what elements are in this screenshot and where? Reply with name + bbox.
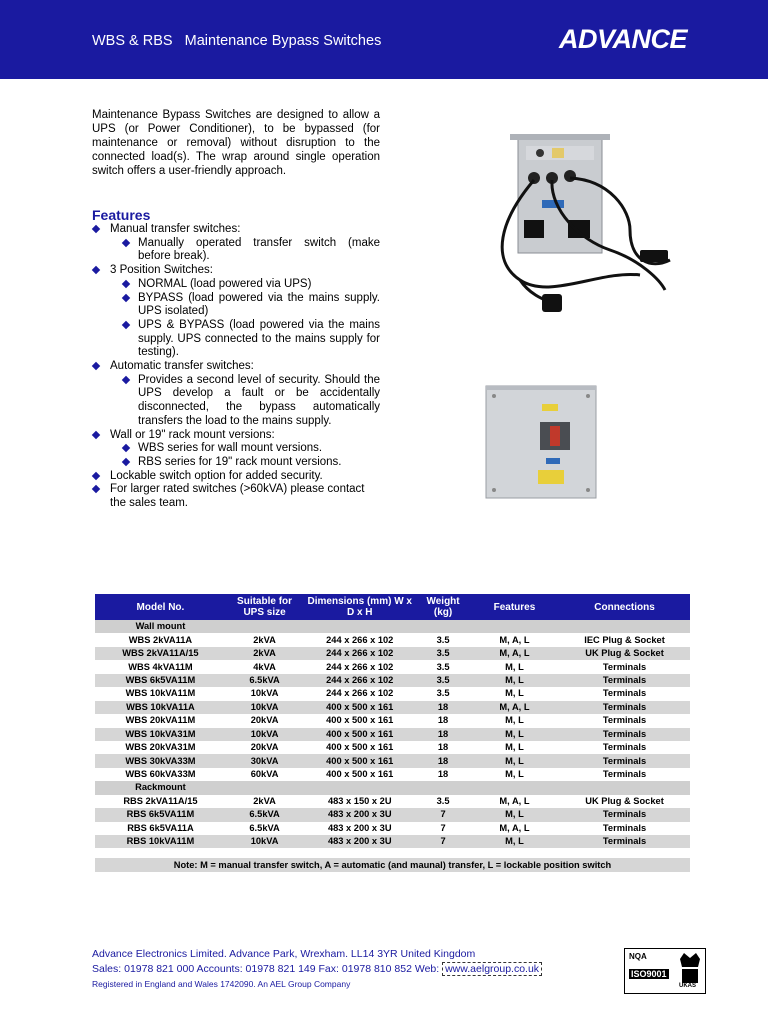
- feature-subitem: [120, 278, 380, 292]
- table-row: [95, 633, 690, 646]
- table-cell: 18: [416, 728, 470, 741]
- table-cell: 20kVA: [226, 741, 303, 754]
- feature-sublist: [120, 237, 380, 264]
- table-row: [95, 754, 690, 767]
- table-row: [95, 674, 690, 687]
- table-cell: 20kVA: [226, 714, 303, 727]
- diamond-bullet-icon: [122, 321, 130, 329]
- table-cell: Terminals: [559, 741, 690, 754]
- table-cell: 60kVA: [226, 768, 303, 781]
- features-list: [92, 223, 380, 511]
- feature-item: [92, 470, 380, 484]
- table-cell: 10kVA: [226, 701, 303, 714]
- feature-subitem: [120, 237, 380, 264]
- feature-item: [92, 264, 380, 360]
- table-cell: 7: [416, 808, 470, 821]
- table-cell: 6.5kVA: [226, 674, 303, 687]
- table-cell: 2kVA: [226, 795, 303, 808]
- feature-subtext: RBS series for 19" rack mount versions.: [138, 455, 342, 468]
- table-cell: Terminals: [559, 714, 690, 727]
- group-label: Rackmount: [95, 781, 226, 794]
- iso-certification-logo: [624, 948, 706, 994]
- table-cell: 244 x 266 x 102: [303, 633, 416, 646]
- feature-subitem: [120, 456, 380, 470]
- table-cell: 400 x 500 x 161: [303, 728, 416, 741]
- feature-subtext: NORMAL (load powered via UPS): [138, 277, 312, 290]
- diamond-bullet-icon: [122, 293, 130, 301]
- table-cell: M, L: [470, 687, 559, 700]
- table-cell: 18: [416, 701, 470, 714]
- group-empty-cell: [416, 781, 470, 794]
- feature-subtext: BYPASS (load powered via the mains supply. UPS isolated): [138, 291, 380, 318]
- table-cell: RBS 2kVA11A/15: [95, 795, 226, 808]
- table-cell: 18: [416, 768, 470, 781]
- feature-text: 3 Position Switches:: [110, 264, 213, 277]
- group-row: [95, 620, 690, 633]
- feature-subitem: [120, 442, 380, 456]
- table-cell: Terminals: [559, 728, 690, 741]
- table-cell: 6.5kVA: [226, 808, 303, 821]
- table-cell: 400 x 500 x 161: [303, 714, 416, 727]
- feature-item: [92, 360, 380, 429]
- table-row: [95, 687, 690, 700]
- table-cell: 18: [416, 754, 470, 767]
- table-cell: M, A, L: [470, 822, 559, 835]
- table-cell: WBS 2kVA11A/15: [95, 647, 226, 660]
- table-cell: Terminals: [559, 768, 690, 781]
- group-empty-cell: [303, 620, 416, 633]
- table-cell: M, L: [470, 835, 559, 848]
- diamond-bullet-icon: [92, 225, 100, 233]
- iso9001-mark: ISO9001: [631, 969, 667, 979]
- feature-item: [92, 483, 380, 510]
- table-cell: UK Plug & Socket: [559, 647, 690, 660]
- nqa-mark: NQA: [629, 952, 647, 961]
- feature-subtext: Manually operated transfer switch (make before break).: [138, 236, 380, 263]
- website-link[interactable]: www.aelgroup.co.uk: [442, 962, 542, 976]
- table-cell: 483 x 200 x 3U: [303, 835, 416, 848]
- table-header-row: [95, 594, 690, 620]
- table-cell: M, L: [470, 728, 559, 741]
- feature-subitem: [120, 292, 380, 319]
- wbs-small-switch-photo: [490, 120, 680, 320]
- group-empty-cell: [470, 781, 559, 794]
- table-cell: Terminals: [559, 674, 690, 687]
- feature-sublist: [120, 442, 380, 469]
- group-label: Wall mount: [95, 620, 226, 633]
- table-cell: WBS 6k5VA11M: [95, 674, 226, 687]
- table-cell: 2kVA: [226, 633, 303, 646]
- feature-text: Automatic transfer switches:: [110, 360, 254, 373]
- table-body: [95, 620, 690, 872]
- table-cell: 400 x 500 x 161: [303, 754, 416, 767]
- table-cell: WBS 60kVA33M: [95, 768, 226, 781]
- company-address: Advance Electronics Limited. Advance Park, Wrexham. LL14 3YR United Kingdom: [92, 948, 476, 960]
- table-cell: UK Plug & Socket: [559, 795, 690, 808]
- group-empty-cell: [226, 781, 303, 794]
- feature-subtext: WBS series for wall mount versions.: [138, 442, 323, 455]
- table-cell: 7: [416, 822, 470, 835]
- table-cell: M, A, L: [470, 633, 559, 646]
- table-row: [95, 701, 690, 714]
- table-cell: RBS 6k5VA11M: [95, 808, 226, 821]
- table-row: [95, 795, 690, 808]
- page-title: WBS & RBS Maintenance Bypass Switches: [92, 33, 382, 49]
- diamond-bullet-icon: [92, 362, 100, 370]
- contact-numbers-text: Sales: 01978 821 000 Accounts: 01978 821 149 Fax: 01978 810 852 Web:: [92, 963, 443, 975]
- group-empty-cell: [226, 620, 303, 633]
- table-cell: 10kVA: [226, 728, 303, 741]
- table-cell: 400 x 500 x 161: [303, 701, 416, 714]
- feature-item: [92, 223, 380, 264]
- feature-text: Lockable switch option for added security.: [110, 469, 323, 482]
- table-cell: M, L: [470, 808, 559, 821]
- table-cell: WBS 4kVA11M: [95, 660, 226, 673]
- table-cell: Terminals: [559, 835, 690, 848]
- table-cell: 400 x 500 x 161: [303, 768, 416, 781]
- feature-text: Manual transfer switches:: [110, 223, 241, 235]
- table-cell: M, A, L: [470, 647, 559, 660]
- diamond-bullet-icon: [122, 280, 130, 288]
- feature-subtext: Provides a second level of security. Should the UPS develop a fault or be accidentally disconnected, the bypass automatically transfers the load to the mains supply.: [138, 373, 380, 427]
- table-cell: M, L: [470, 660, 559, 673]
- diamond-bullet-icon: [92, 266, 100, 274]
- diamond-bullet-icon: [92, 485, 100, 493]
- table-cell: RBS 10kVA11M: [95, 835, 226, 848]
- table-cell: WBS 20kVA11M: [95, 714, 226, 727]
- table-cell: 2kVA: [226, 647, 303, 660]
- group-empty-cell: [416, 620, 470, 633]
- diamond-bullet-icon: [122, 444, 130, 452]
- table-cell: M, L: [470, 768, 559, 781]
- features-heading: Features: [92, 207, 151, 223]
- table-cell: 7: [416, 835, 470, 848]
- table-cell: 18: [416, 741, 470, 754]
- table-row: [95, 660, 690, 673]
- ukas-mark: UKAS: [679, 983, 697, 989]
- wbs-large-switch-photo: [480, 380, 605, 500]
- table-cell: 400 x 500 x 161: [303, 741, 416, 754]
- table-cell: 244 x 266 x 102: [303, 674, 416, 687]
- column-header: Connections: [559, 594, 690, 620]
- table-row: [95, 714, 690, 727]
- registration-text: Registered in England and Wales 1742090. An AEL Group Company: [92, 979, 351, 989]
- table-cell: WBS 10kVA11M: [95, 687, 226, 700]
- feature-text: Wall or 19" rack mount versions:: [110, 428, 275, 441]
- table-cell: 483 x 200 x 3U: [303, 808, 416, 821]
- contact-numbers: [92, 963, 542, 975]
- table-cell: WBS 20kVA31M: [95, 741, 226, 754]
- feature-item: [92, 429, 380, 470]
- table-cell: 4kVA: [226, 660, 303, 673]
- feature-sublist: [120, 374, 380, 429]
- group-empty-cell: [303, 781, 416, 794]
- column-header: Features: [470, 594, 559, 620]
- diamond-bullet-icon: [92, 471, 100, 479]
- table-cell: WBS 30kVA33M: [95, 754, 226, 767]
- table-row: [95, 647, 690, 660]
- advance-logo: ADVANCE: [559, 24, 688, 54]
- table-cell: IEC Plug & Socket: [559, 633, 690, 646]
- table-cell: M, A, L: [470, 795, 559, 808]
- table-cell: M, A, L: [470, 701, 559, 714]
- table-cell: 3.5: [416, 674, 470, 687]
- spacer-cell: [95, 848, 690, 858]
- table-row: [95, 822, 690, 835]
- table-cell: 3.5: [416, 687, 470, 700]
- table-cell: 3.5: [416, 795, 470, 808]
- table-cell: 3.5: [416, 660, 470, 673]
- feature-sublist: [120, 278, 380, 360]
- table-row: [95, 728, 690, 741]
- column-header: Dimensions (mm) W x D x H: [303, 594, 416, 620]
- spec-table: [95, 594, 690, 872]
- table-cell: 483 x 150 x 2U: [303, 795, 416, 808]
- page-header: [0, 0, 768, 79]
- feature-subtext: UPS & BYPASS (load powered via the mains supply. UPS connected to the mains supply for testing).: [138, 318, 380, 359]
- table-row: [95, 768, 690, 781]
- table-row: [95, 835, 690, 848]
- table-cell: M, L: [470, 754, 559, 767]
- group-empty-cell: [470, 620, 559, 633]
- table-cell: WBS 10kVA31M: [95, 728, 226, 741]
- table-cell: 244 x 266 x 102: [303, 687, 416, 700]
- group-empty-cell: [559, 781, 690, 794]
- table-cell: Terminals: [559, 660, 690, 673]
- table-cell: 483 x 200 x 3U: [303, 822, 416, 835]
- table-cell: Terminals: [559, 754, 690, 767]
- table-cell: RBS 6k5VA11A: [95, 822, 226, 835]
- table-cell: WBS 10kVA11A: [95, 701, 226, 714]
- column-header: Suitable for UPS size: [226, 594, 303, 620]
- table-note: Note: M = manual transfer switch, A = automatic (and maunal) transfer, L = lockable position switch: [95, 858, 690, 872]
- diamond-bullet-icon: [122, 458, 130, 466]
- table-cell: 18: [416, 714, 470, 727]
- table-row: [95, 808, 690, 821]
- table-cell: M, L: [470, 714, 559, 727]
- group-empty-cell: [559, 620, 690, 633]
- group-row: [95, 781, 690, 794]
- spacer-row: [95, 848, 690, 858]
- table-cell: 3.5: [416, 647, 470, 660]
- table-cell: 10kVA: [226, 687, 303, 700]
- table-cell: Terminals: [559, 687, 690, 700]
- table-row: [95, 741, 690, 754]
- table-cell: M, L: [470, 741, 559, 754]
- feature-subitem: [120, 319, 380, 360]
- note-row: [95, 858, 690, 872]
- table-cell: 3.5: [416, 633, 470, 646]
- table-cell: 244 x 266 x 102: [303, 647, 416, 660]
- column-header: Model No.: [95, 594, 226, 620]
- column-header: Weight (kg): [416, 594, 470, 620]
- table-cell: 10kVA: [226, 835, 303, 848]
- feature-subitem: [120, 374, 380, 429]
- table-cell: 30kVA: [226, 754, 303, 767]
- diamond-bullet-icon: [122, 238, 130, 246]
- table-cell: 6.5kVA: [226, 822, 303, 835]
- table-cell: Terminals: [559, 701, 690, 714]
- diamond-bullet-icon: [122, 375, 130, 383]
- feature-text: For larger rated switches (>60kVA) please contact the sales team.: [110, 483, 365, 510]
- diamond-bullet-icon: [92, 430, 100, 438]
- table-cell: M, L: [470, 674, 559, 687]
- table-cell: Terminals: [559, 808, 690, 821]
- table-cell: Terminals: [559, 822, 690, 835]
- intro-paragraph: Maintenance Bypass Switches are designed to allow a UPS (or Power Conditioner), to be bypassed (for maintenance or removal) without disruption to the connected load(s). The wrap around single operation switch offers a user-friendly approach.: [92, 109, 380, 177]
- table-cell: 244 x 266 x 102: [303, 660, 416, 673]
- table-cell: WBS 2kVA11A: [95, 633, 226, 646]
